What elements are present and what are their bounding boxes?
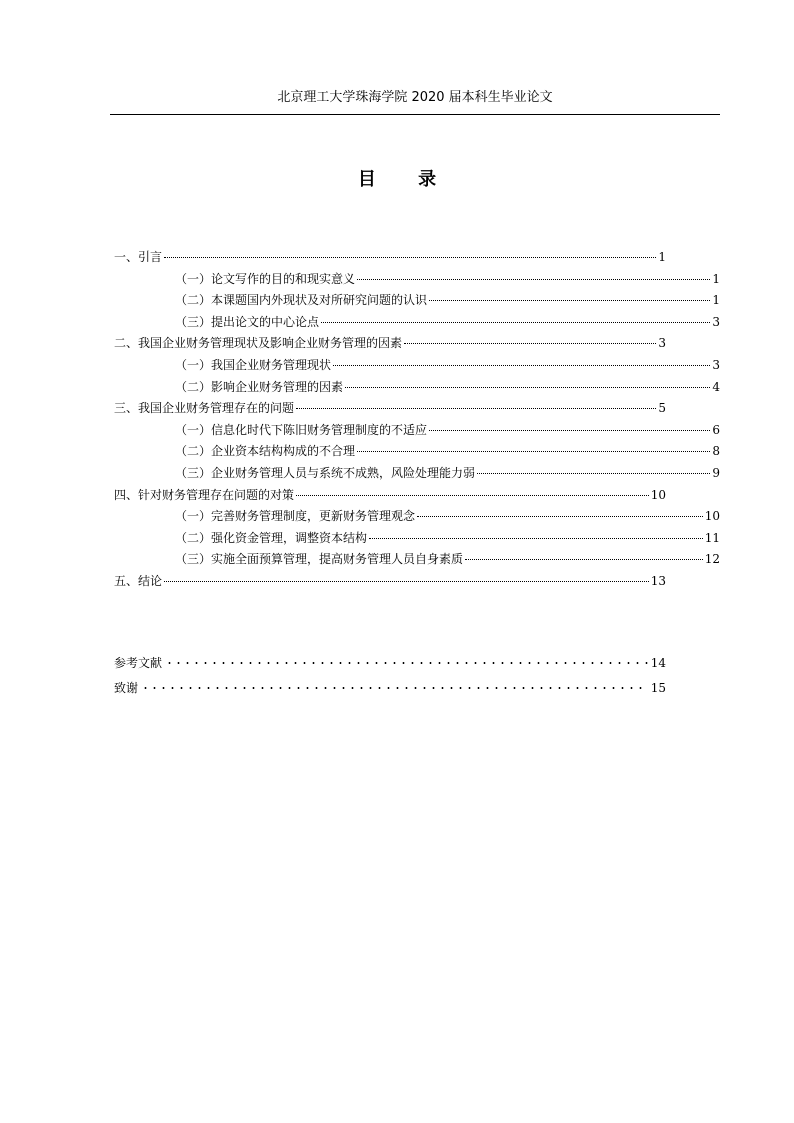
toc-entry-page: 14 [650,656,666,670]
toc-entry-level2[interactable] [175,549,720,571]
dot-leader [296,495,649,496]
header-rule [110,114,720,115]
toc-entry-label: （二）强化资金管理，调整资本结构 [175,530,368,545]
toc-entry-page: 15 [650,681,666,695]
toc-entry-level2[interactable] [175,420,720,442]
toc-entry-level2[interactable] [175,312,720,334]
toc-entry-page: 10 [650,487,666,502]
dot-leader [345,387,710,388]
toc-entry-level2[interactable] [175,269,720,291]
toc-entry-page: 3 [712,357,720,372]
toc-entry-page: 1 [658,250,666,264]
toc-entry-references[interactable] [114,654,666,671]
dot-leader [141,687,648,689]
toc-entry-page: 10 [704,509,720,524]
dot-leader [477,473,710,474]
toc-entry-page: 3 [658,336,666,351]
toc-entry-level1[interactable] [114,571,666,593]
toc-entry-label: 五、结论 [114,573,163,588]
toc-entry-page: 8 [712,444,720,459]
toc-entry-label: （一）完善财务管理制度，更新财务管理观念 [175,509,416,524]
toc-entry-page: 9 [712,465,720,480]
toc-entry-label: 参考文献 [114,656,163,670]
toc-entry-page: 13 [650,573,666,588]
toc-entry-page: 1 [712,293,720,308]
toc-entry-label: （二）企业资本结构构成的不合理 [175,444,356,459]
toc-entry-level1[interactable] [114,398,666,420]
toc-entry-acknowledgements[interactable] [114,679,666,696]
toc-entry-label: （三）提出论文的中心论点 [175,314,320,329]
toc-entry-label: （二）影响企业财务管理的因素 [175,379,344,394]
toc-entry-level1[interactable] [114,485,666,507]
toc-entry-level1[interactable] [114,247,666,269]
toc-entry-label: 三、我国企业财务管理存在的问题 [114,401,295,416]
toc-entry-label: （三）企业财务管理人员与系统不成熟，风险处理能力弱 [175,465,476,480]
toc-entry-page: 1 [712,271,720,286]
toc-entry-label: （一）论文写作的目的和现实意义 [175,271,356,286]
dot-leader [333,365,710,366]
dot-leader [465,559,703,560]
toc-entry-level2[interactable] [175,355,720,377]
toc-entry-page: 3 [712,314,720,329]
toc-entry-label: （二）本课题国内外现状及对所研究问题的认识 [175,293,428,308]
dot-leader [357,451,710,452]
dot-leader [369,538,703,539]
toc-entry-label: （一）信息化时代下陈旧财务管理制度的不适应 [175,422,428,437]
toc-entry-level2[interactable] [175,377,720,399]
toc-entry-page: 12 [704,552,720,567]
table-of-contents [0,247,794,593]
dot-leader [404,343,656,344]
toc-entry-label: 致谢 [114,681,139,695]
toc-entry-label: 一、引言 [114,250,163,264]
toc-entry-page: 11 [704,530,720,545]
toc-entry-page: 6 [712,422,720,437]
dot-leader [417,516,703,517]
page-header: 北京理工大学珠海学院 2020 届本科生毕业论文 [277,90,553,105]
dot-leader [165,662,648,664]
toc-entry-label: 四、针对财务管理存在问题的对策 [114,487,295,502]
dot-leader [321,322,710,323]
dot-leader [164,257,656,258]
toc-entry-page: 4 [712,379,720,394]
toc-entry-page: 5 [658,401,666,416]
toc-entry-label: （三）实施全面预算管理，提高财务管理人员自身素质 [175,552,464,567]
toc-entry-level2[interactable] [175,528,720,550]
toc-title: 目 录 [357,169,455,190]
toc-entry-level2[interactable] [175,463,720,485]
toc-entry-label: （一）我国企业财务管理现状 [175,357,332,372]
dot-leader [164,581,649,582]
toc-entry-level2[interactable] [175,290,720,312]
toc-entry-label: 二、我国企业财务管理现状及影响企业财务管理的因素 [114,336,403,351]
toc-entry-level1[interactable] [114,333,666,355]
toc-entry-level2[interactable] [175,506,720,528]
dot-leader [296,408,656,409]
dot-leader [429,430,710,431]
dot-leader [429,300,710,301]
toc-entry-level2[interactable] [175,441,720,463]
dot-leader [357,279,710,280]
